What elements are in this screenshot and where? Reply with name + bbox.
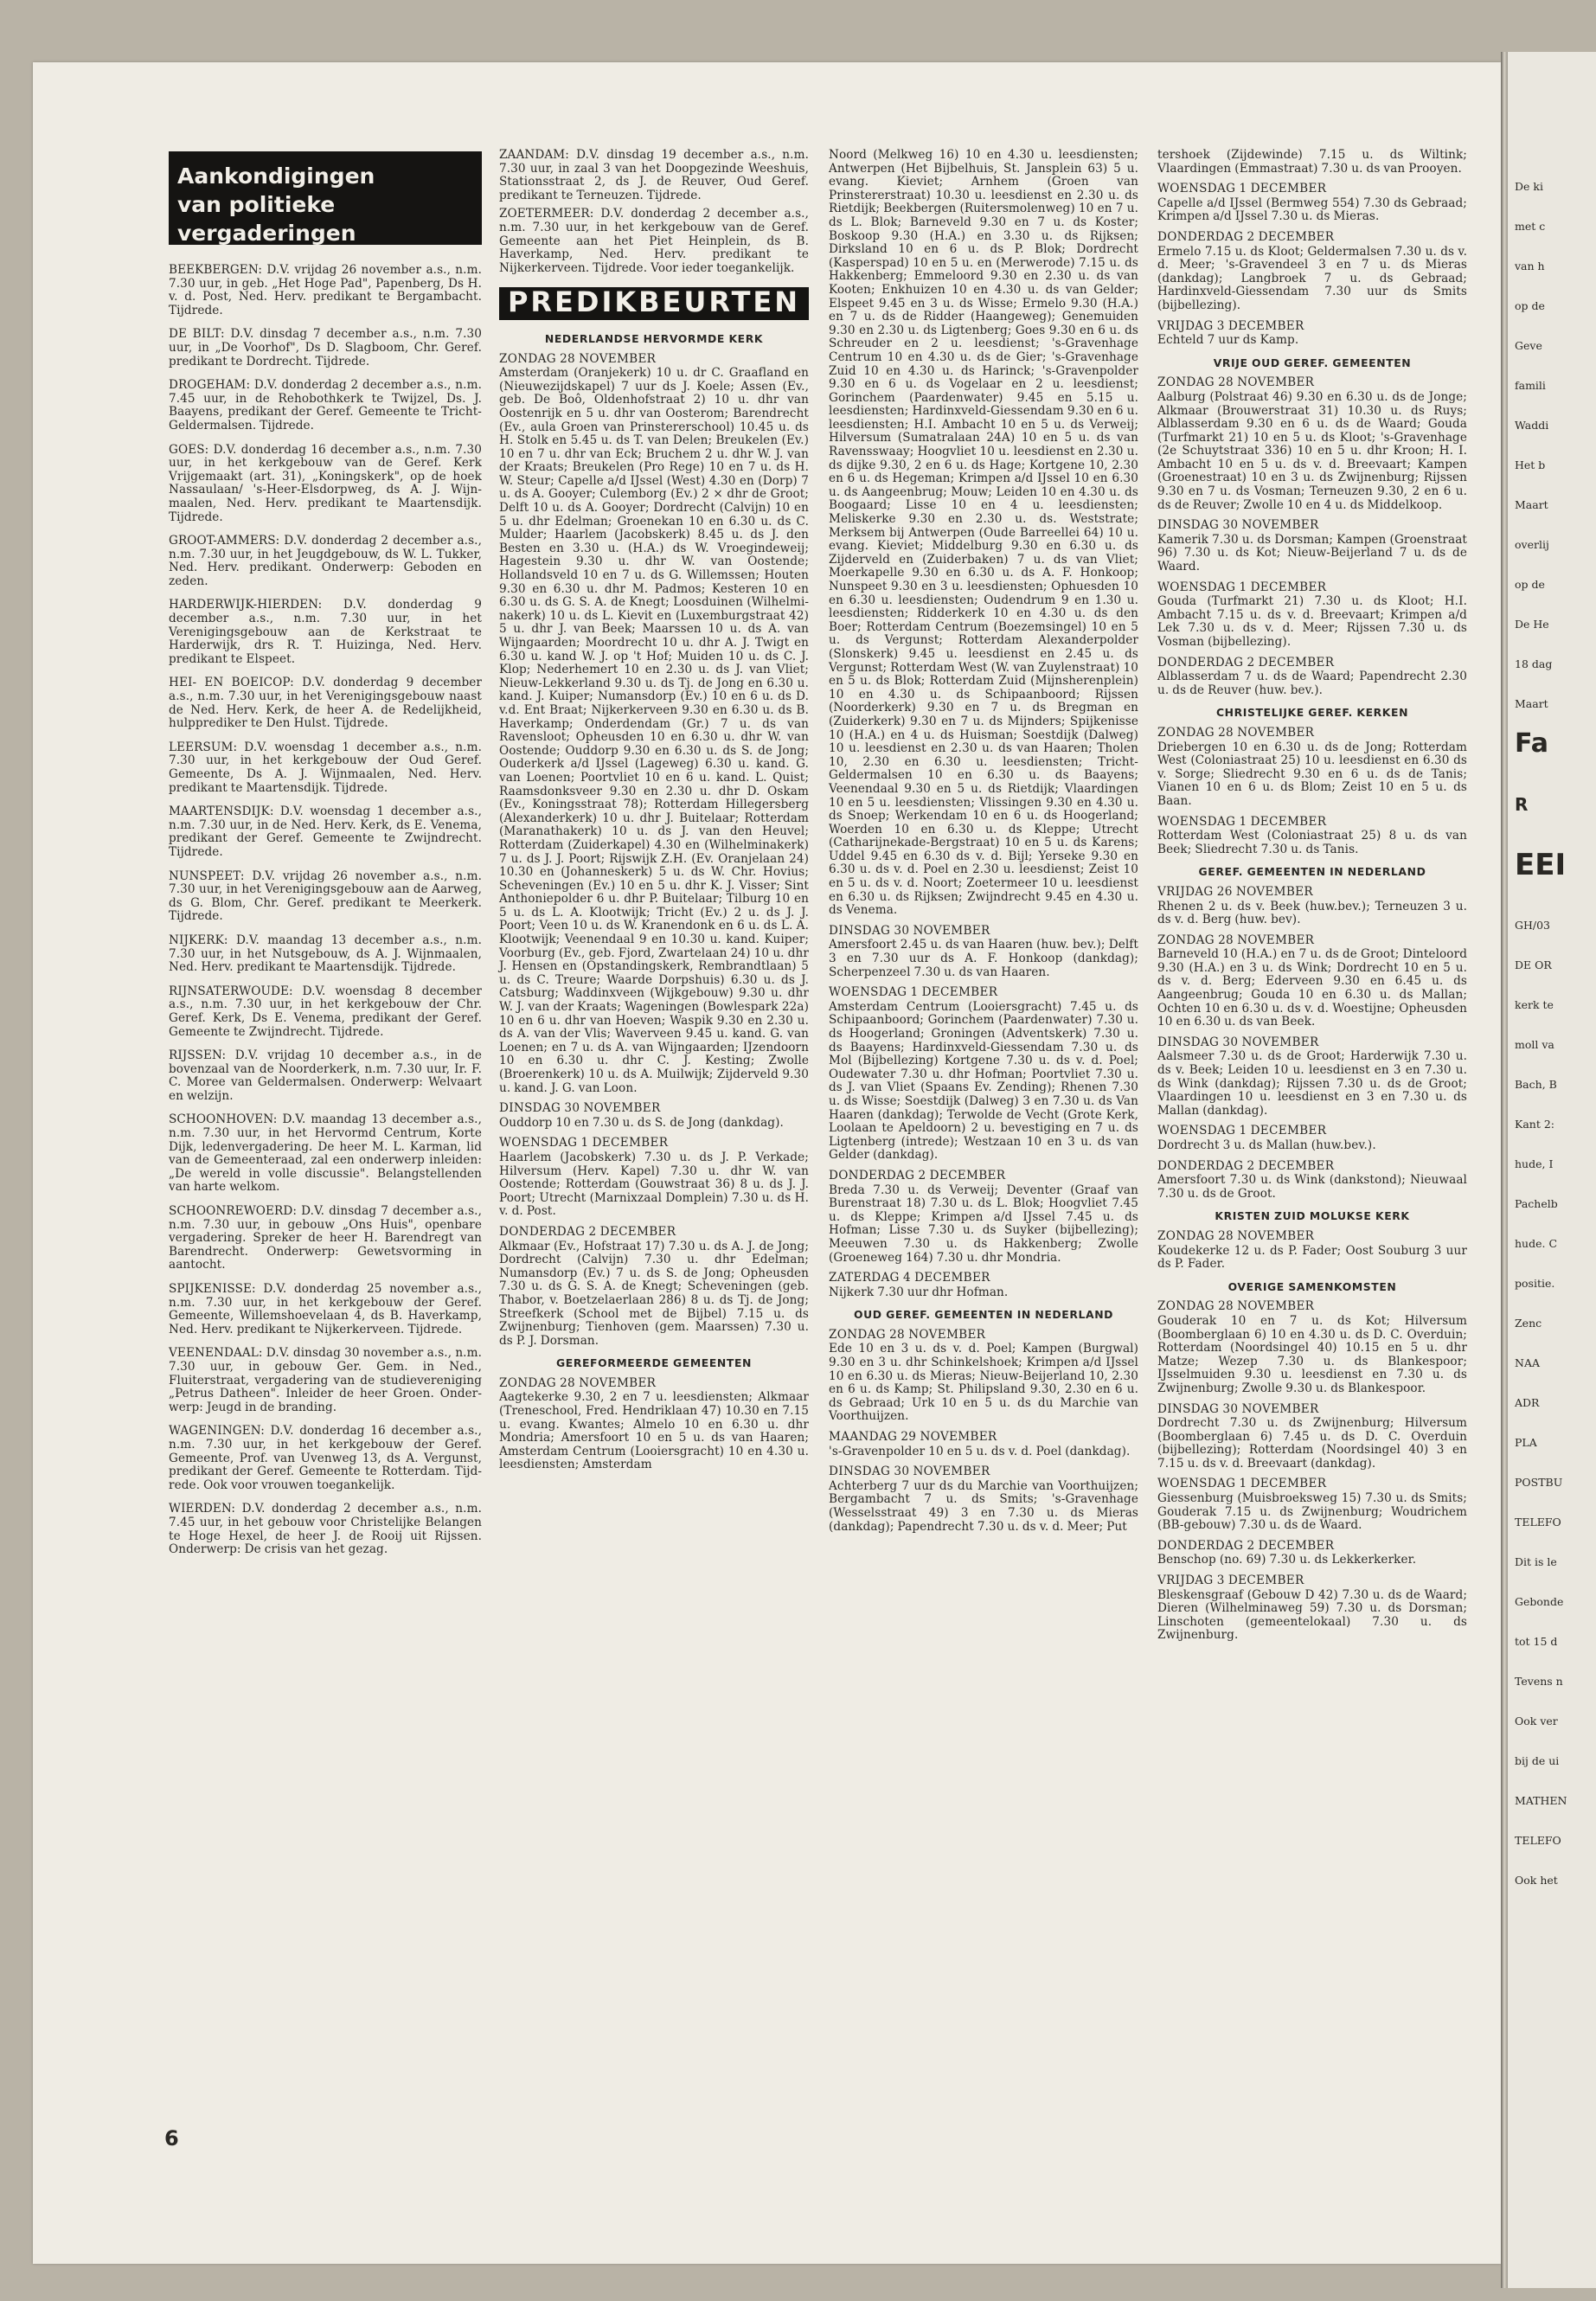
page-number: 6 — [164, 2126, 179, 2150]
adjacent-page-fragment: MATHEN — [1515, 1794, 1567, 1807]
adjacent-page-fragment: overlij — [1515, 538, 1549, 551]
sermon-listing: Ede 10 en 3 u. ds v. d. Poel; Kampen (Burgwal) 9.30 en 3 u. dhr Schinkelshoek; Krimpen a/d IJssel 10 en 6.30 u. ds Mieras; Nieuw-Beijerland 10, 2.30 en 6 u. ds Kamp; St. Philipsland 9.30, 2.30 en 6 u. ds Gebraad; Urk 10 en 5 u. ds du Marchie van Voorthuijzen. — [829, 1342, 1138, 1424]
day-heading: WOENSDAG 1 DECEMBER — [1157, 814, 1327, 829]
day-heading: DINSDAG 30 NOVEMBER — [1157, 1401, 1319, 1416]
church-section-heading: GEREF. GEMEENTEN IN NEDERLAND — [1198, 865, 1426, 879]
day-heading: DINSDAG 30 NOVEMBER — [829, 923, 990, 938]
day-heading: WOENSDAG 1 DECEMBER — [1157, 1124, 1327, 1138]
day-heading: ZONDAG 28 NOVEMBER — [1157, 1228, 1315, 1243]
announcement: NIJKERK: D.V. maandag 13 december a.s., n.m. 7.30 uur, in het Nutsgebouw, ds A. J. Wijnmaalen, Ned. Herv. predikant te Maartensdijk. Tijdrede. — [169, 933, 482, 975]
announcement: ZAANDAM: D.V. dinsdag 19 december a.s., n.m. 7.30 uur, in zaal 3 van het Doopgezinde Weeshuis, Stationsstraat 2, ds J. de Reuver, Oud Geref. predikant te Terneuzen. Tijdrede. — [499, 148, 809, 202]
announcement: BEEKBERGEN: D.V. vrijdag 26 november a.s., n.m. 7.30 uur, in geb. „Het Hoge Pad", Papenberg, Ds H. v. d. Post, Ned. Herv. predikant te Bergambacht. Tijdrede. — [169, 263, 482, 317]
adjacent-page-fragment: hude, I — [1515, 1157, 1554, 1170]
adjacent-page-fragment: met c — [1515, 220, 1546, 233]
day-heading: DINSDAG 30 NOVEMBER — [1157, 1035, 1319, 1049]
sermon-listing: Benschop (no. 69) 7.30 u. ds Lekkerkerker. — [1157, 1553, 1417, 1567]
day-heading: DONDERDAG 2 DECEMBER — [1157, 655, 1335, 670]
church-section-heading: GEREFORMEERDE GEMEENTEN — [556, 1356, 752, 1370]
church-section-heading: VRIJE OUD GEREF. GEMEENTEN — [1213, 356, 1412, 369]
announcement: SCHOONREWOERD: D.V. dinsdag 7 december a.s., n.m. 7.30 uur, in gebouw „Ons Huis", openbare vergadering. Spreker de heer H. Barendregt van Barendrecht. Onderwerp: Gewetsvorming in aantocht. — [169, 1204, 482, 1272]
announcement: WIERDEN: D.V. donderdag 2 december a.s., n.m. 7.45 uur, in het gebouw voor Christelijke Belangen te Hoge Hexel, de heer J. de Rooij uit Rijssen. Onderwerp: De crisis van het gezag. — [169, 1502, 482, 1557]
day-heading: WOENSDAG 1 DECEMBER — [1157, 580, 1327, 594]
adjacent-page-fragment: moll va — [1515, 1038, 1554, 1051]
day-heading: DONDERDAG 2 DECEMBER — [1157, 1538, 1335, 1553]
adjacent-page-fragment: kerk te — [1515, 998, 1554, 1011]
col3-lead-text: Noord (Melkweg 16) 10 en 4.30 u. leesdiensten; Antwerpen (Het Bijbelhuis, St. Jansplein 63) 5 u. evang. Kieviet; Arnhem (Groen van Prinstererstraat) 10.30 u. leesdienst en 2.30 u. ds Rietdijk; Beekbergen (Ruitersmolenweg) 10 en 7 u. ds L. Blok; Barneveld 9.30 en 7 u. ds Koster; Boskoop 9.30 (H.A.) en 3.30 u. ds Rijksen; Dirksland 10 en 6 u. ds P. Blok; Dordrecht (Kasperspad) 10 en 5 u. en (Merwerode) 7.15 u. ds Hakkenberg; Emmeloord 9.30 en 2.30 u. ds van Kooten; Enkhuizen 10 en 4.30 u. ds van Gelder; Elspeet 9.45 en 3 u. ds Wisse; Ermelo 9.30 (H.A.) en 7 u. ds de Ridder (Haangeweg); Genemuiden 9.30 en 2.30 u. ds Ligtenberg; Goes 9.30 en 6 u. ds Schreuder en 2 u. leesdienst; 's-Gravenhage Centrum 10 en 4.30 u. ds de Gier; 's-Gravenhage Zuid 10 en 4.30 u. ds Harinck; 's-Gravenpolder 9.30 en 6 u. ds Vogelaar en 2 u. leesdienst; Gorinchem (Paardenwater) 9.45 en 5.15 u. leesdiensten; Hardinxveld-Giessendam 9.30 en 6 u. leesdiensten; H.I. Ambacht 10 en 5 u. ds Verweij; Hilversum (Sumatralaan 24A) 10 en 5 u. ds van Ravensswaay; Hoogvliet 10 u. leesdienst en 2.30 u. ds dijke 9.30, 2 en 6 u. ds Hage; Kortgene 10, 2.30 en 6 u. ds Hegeman; Krimpen a/d IJssel 10 en 6.30 u. ds Aangeenbrug; Mouw; Leiden 10 en 4.30 u. ds Boogaard; Lisse 10 en 4 u. leesdiensten; Meliskerke 9.30 en 2.30 u. ds. Weststrate; Merksem bij Antwerpen (Oude Barreellei 64) 10 u. evang. Kieviet; Middelburg 9.30 en 6.30 u. ds Zijderveld en (Zuiderbaken) 7 u. ds van Vliet; Moerkapelle 9.30 en 6.30 u. ds A. F. Honkoop; Nunspeet 9.30 en 3 u. leesdiensten; Ophuesden 10 en 6.30 u. leesdiensten; Oudendrum 9 en 1.30 u. leesdiensten; Ridderkerk 10 en 4.30 u. ds den Boer; Rotterdam Centrum (Boezemsingel) 10 en 5 u. ds Vergunst; Rotterdam Alexanderpolder (Slonskerk) 9.45 u. leesdienst en 2.45 u. ds Vergunst; Rotterdam West (W. van Zuylenstraat) 10 en 5 u. ds Blok; Rotterdam Zuid (Mijnsherenplein) 10 en 4.30 u. ds Schipaanboord; Rijssen (Noorderkerk) 9.30 en 7 u. ds Bregman en (Zuiderkerk) 9.30 en 7 u. ds Mijnders; Spijkenisse 10 (H.A.) en 4 u. ds Huisman; Soestdijk (Dalweg) 10 u. leesdienst en 2.30 u. ds van Haaren; Tholen 10, 2.30 en 6.30 u. leesdiensten; Tricht-Geldermalsen 10 en 6.30 u. ds Baayens; Veenendaal 9.30 en 5 u. ds Rietdijk; Vlaardingen 10 en 5 u. leesdiensten; Vlissingen 9.30 en 4.30 u. ds Snoep; Werkendam 10 en 6 u. ds Hoogerland; Woerden 10 en 6.30 u. ds Kleppe; Utrecht (Catharijnekade-Bergstraat) 10 en 5 u. ds Karens; Uddel 9.45 en 6.30 ds v. d. Bijl; Yerseke 9.30 en 6.30 u. ds v. d. Poel en 2.30 u. leesdienst; Zeist 10 en 5 u. ds v. d. Noort; Zoetermeer 10 u. leesdienst en 6.30 u. ds Rijksen; Zwijndrecht 9.45 en 4.30 u. ds Venema. — [829, 148, 1138, 918]
adjacent-page-fragment: 18 dag — [1515, 657, 1553, 670]
sermon-listing: Haarlem (Jacobskerk) 7.30 u. ds J. P. Verkade; Hilversum (Herv. Kapel) 7.30 u. dhr W. van Oostende; Rotterdam (Gouwstraat 36) 8 u. ds J. J. Poort; Utrecht (Marnixzaal Domplein) 7.30 u. ds H. v. d. Post. — [499, 1150, 809, 1219]
sermon-listing: Dordrecht 3 u. ds Mallan (huw.bev.). — [1157, 1138, 1376, 1152]
column-political-announcements — [169, 264, 482, 1567]
announcement: HEI- EN BOEICOP: D.V. donderdag 9 december a.s., n.m. 7.30 uur, in het Verenigingsgebouw naast de Ned. Herv. Kerk, de heer A. de Redelijkheid, hulpprediker te Den Hulst. Tijdrede. — [169, 676, 482, 731]
adjacent-page-fragment: Kant 2: — [1515, 1118, 1555, 1131]
sermon-listing: Aagtekerke 9.30, 2 en 7 u. leesdiensten; Alkmaar (Treneschool, Fred. Hendriklaan 47) 10.30 en 7.15 u. evang. Kwantes; Almelo 10 en 6.30 u. dhr Mondria; Amersfoort 10 en 5 u. ds van Haaren; Amsterdam Centrum (Looiersgracht) 10 en 4.30 u. leesdiensten; Amsterdam — [499, 1390, 809, 1472]
adjacent-page-fragment: Zenc — [1515, 1317, 1542, 1330]
day-heading: WOENSDAG 1 DECEMBER — [829, 985, 998, 1000]
day-heading: DINSDAG 30 NOVEMBER — [829, 1465, 990, 1479]
column-2 — [499, 149, 809, 1477]
announcement: VEENENDAAL: D.V. dinsdag 30 november a.s., n.m. 7.30 uur, in gebouw Ger. Gem. in Ned., Fluiterstraat, vergadering van de studievereniging „Petrus Datheen". Inleider de heer Groen. Onderwerp: Jeugd in de branding. — [169, 1346, 482, 1414]
sermon-listing: Aalburg (Polstraat 46) 9.30 en 6.30 u. ds de Jonge; Alkmaar (Brouwerstraat 31) 10.30 u. ds Ruys; Alblasserdam 9.30 en 6 u. ds de Waard; Gouda (Turfmarkt 21) 10 en 5 u. ds Kloot; 's-Gravenhage (2e Schuytstraat 336) 10 en 5 u. dhr Kroon; H. I. Ambacht 10 en 5 u. ds v. d. Breevaart; Kampen (Groenestraat) 10 en 3 u. ds Zwijnenburg; Rijssen 9.30 en 7 u. ds Vosman; Terneuzen 9.30, 2 en 6 u. ds de Reuver; Zwolle 10 en 4 u. ds Middelkoop. — [1157, 389, 1467, 512]
day-heading: DONDERDAG 2 DECEMBER — [1157, 229, 1335, 244]
day-heading: WOENSDAG 1 DECEMBER — [1157, 182, 1327, 196]
adjacent-page-fragment: TELEFO — [1515, 1516, 1561, 1529]
day-heading: DINSDAG 30 NOVEMBER — [499, 1101, 661, 1116]
adjacent-page-fragment: TELEFO — [1515, 1834, 1561, 1847]
sermon-listing: Amersfoort 7.30 u. ds Wink (dankstond); Nieuwaal 7.30 u. ds de Groot. — [1157, 1173, 1467, 1201]
sermon-listing: Gouderak 10 en 7 u. ds Kot; Hilversum (Boomberglaan 6) 10 en 4.30 u. ds D. C. Overduin; Rotterdam (Noordsingel 40) 10.15 en 5 u. dhr Matze; Wezep 7.30 u. ds Blankespoor; IJsselmuiden 9.30 u. leesdienst en 7.30 u. ds Zwijnenburg; Zwolle 9.30 u. ds Blankespoor. — [1157, 1313, 1467, 1395]
column-4 — [1157, 149, 1467, 1648]
adjacent-page-fragment: Maart — [1515, 697, 1548, 710]
adjacent-page-fragment: Bach, B — [1515, 1078, 1557, 1091]
announcement: SCHOONHOVEN: D.V. maandag 13 december a.s., n.m. 7.30 uur, in het Hervormd Centrum, Korte Dijk, ledenvergadering. De heer M. L. Karman, lid van de Gemeenteraad, zal een onderwerp inleiden: „De wereld in volle discussie". Belangstellenden van harte welkom. — [169, 1112, 482, 1195]
adjacent-page-fragment: GH/03 — [1515, 919, 1551, 932]
adjacent-page-fragment: De He — [1515, 618, 1549, 631]
day-heading: DONDERDAG 2 DECEMBER — [499, 1224, 676, 1239]
sermon-listing: Dordrecht 7.30 u. ds Zwijnenburg; Hilversum (Boomberglaan 6) 7.45 u. ds D. C. Overduin (bijbellezing); Rotterdam (Noordsingel 40) 3 en 7.15 u. ds v. d. Breevaart (dankdag). — [1157, 1416, 1467, 1471]
church-section-heading: CHRISTELIJKE GEREF. KERKEN — [1215, 706, 1409, 720]
sermons-banner: PREDIKBEURTEN — [499, 287, 809, 320]
announcement: LEERSUM: D.V. woensdag 1 december a.s., n.m. 7.30 uur, in het kerkgebouw der Oud Geref. Gemeente, Ds A. J. Wijnmaalen, Ned. Herv. predikant te Maartensdijk. Tijdrede. — [169, 740, 482, 795]
adjacent-page-fragment: EEI — [1515, 848, 1567, 882]
announcement: RIJNSATERWOUDE: D.V. woensdag 8 december a.s., n.m. 7.30 uur, in het kerkgebouw der Chr. Geref. Kerk, Ds E. Venema, predikant der Geref. Gemeente te Zwijndrecht. Tijdrede. — [169, 984, 482, 1039]
announcement: SPIJKENISSE: D.V. donderdag 25 november a.s., n.m. 7.30 uur, in het kerkgebouw der Geref. Gemeente, Willemshoevelaan 4, ds B. Haverkamp, Ned. Herv. predikant te Nijkerkerveen. Tijdrede. — [169, 1282, 482, 1336]
adjacent-page-fragment: POSTBU — [1515, 1476, 1563, 1489]
adjacent-page-fragment: hude. C — [1515, 1237, 1558, 1250]
banner-line-1: Aankondigingen — [177, 163, 375, 189]
adjacent-page-fragment: Geve — [1515, 339, 1542, 352]
sermon-listing: Alblasserdam 7 u. ds de Waard; Papendrecht 2.30 u. ds de Reuver (huw. bev.). — [1157, 670, 1467, 697]
church-section-heading: OUD GEREF. GEMEENTEN IN NEDERLAND — [853, 1308, 1114, 1322]
sermon-listing: Ermelo 7.15 u. ds Kloot; Geldermalsen 7.30 u. ds v. d. Meer; 's-Gravendeel 3 en 7 u. ds Mieras (dankdag); Langbroek 7 u. ds Gebraad; Hardinxveld-Giessendam 7.30 uur ds Smits (bijbellezing). — [1157, 244, 1467, 312]
sermon-listing: Barneveld 10 (H.A.) en 7 u. ds de Groot; Dinteloord 9.30 (H.A.) en 3 u. ds Wink; Dordrecht 10 en 5 u. ds v. d. Berg; Ederveen 9.30 en 6.45 u. ds Aangeenbrug; Gouda 10 en 6.30 u. ds Mallan; Ochten 10 en 6.30 u. ds v. d. Woestijne; Opheusden 10 en 6.30 u. ds van Beek. — [1157, 947, 1467, 1029]
sermon-listing: Bleskensgraaf (Gebouw D 42) 7.30 u. ds de Waard; Dieren (Wilhelminaweg 59) 7.30 u. ds Dorsman; Linschoten (gemeentelokaal) 7.30 u. ds Zwijnenburg. — [1157, 1587, 1467, 1643]
announcement: WAGENINGEN: D.V. donderdag 16 december a.s., n.m. 7.30 uur, in het kerkgebouw der Geref. Gemeente, Prof. van Uvenweg 13, ds A. Vergunst, predikant der Geref. Gemeente te Rotterdam. Tijdrede. Ook voor vrouwen toegankelijk. — [169, 1424, 482, 1492]
announcement: MAARTENSDIJK: D.V. woensdag 1 december a.s., n.m. 7.30 uur, in de Ned. Herv. Kerk, ds E. Venema, predikant der Geref. Gemeente te Zwijndrecht. Tijdrede. — [169, 804, 482, 859]
announcement: RIJSSEN: D.V. vrijdag 10 december a.s., in de bovenzaal van de Noorderkerk, n.m. 7.30 uur, Ir. F. C. Moree van Geldermalsen. Onderwerp: Welvaart en welzijn. — [169, 1048, 482, 1103]
sermon-listing: Echteld 7 uur ds Kamp. — [1157, 333, 1299, 348]
day-heading: WOENSDAG 1 DECEMBER — [499, 1136, 669, 1150]
adjacent-page-fragment: DE OR — [1515, 958, 1552, 971]
church-section-heading: NEDERLANDSE HERVORMDE KERK — [544, 331, 764, 345]
announcement: DROGEHAM: D.V. donderdag 2 december a.s., n.m. 7.45 uur, in de Rehobothkerk te Twijzel, Ds. J. Baayens, predikant der Geref. Gemeente te Tricht-Geldermalsen. Tijdrede. — [169, 378, 482, 433]
adjacent-page-fragment: Waddi — [1515, 419, 1549, 432]
day-heading: ZONDAG 28 NOVEMBER — [1157, 725, 1315, 740]
sermon-listing: Rotterdam West (Coloniastraat 25) 8 u. ds van Beek; Sliedrecht 7.30 u. ds Tanis. — [1157, 829, 1467, 856]
adjacent-page-fragment: De ki — [1515, 180, 1543, 193]
day-heading: ZONDAG 28 NOVEMBER — [1157, 375, 1315, 390]
day-heading: DONDERDAG 2 DECEMBER — [829, 1168, 1006, 1183]
adjacent-page-fragment: ADR — [1515, 1396, 1540, 1409]
announcement: NUNSPEET: D.V. vrijdag 26 november a.s., n.m. 7.30 uur, in het Verenigingsgebouw aan de Aarweg, ds G. Blom, Chr. Geref. predikant te Meerkerk. Tijdrede. — [169, 868, 482, 924]
day-heading: DINSDAG 30 NOVEMBER — [1157, 518, 1319, 533]
sermon-listing: Amsterdam (Oranjekerk) 10 u. dr C. Graafland en (Nieuwezijdskapel) 7 uur ds J. Koele; Assen (Ev., geb. De Boô, Oldenhofstraat 2) 10 u. dhr van Oostenrijk en 5 u. dhr van Oosterom; Barendrecht (Ev., aula Groen van Prinstererschool) 10.45 u. ds H. Stolk en 5.45 u. ds T. van Delen; Breukelen (Ev.) 10 en 7 u. dhr van Eck; Bruchem 2 u. dhr W. J. van der Kraats; Breukelen (Pro Rege) 10 en 7 u. ds H. W. Steur; Capelle a/d IJssel (West) 4.30 en (Dorp) 7 u. ds A. Gooyer; Culemborg (Ev.) 2 × dhr de Groot; Delft 10 u. ds A. Gooyer; Dordrecht (Calvijn) 10 en 5 u. dhr Edelman; Groenekan 10 en 6.30 u. ds C. Mulder; Haarlem (Jacobskerk) 8.45 u. ds J. den Besten en 3.30 u. (H.A.) ds W. Vroegindeweij; Hagestein 9.30 u. dhr W. van Oostende; Hollandsveld 10 en 7 u. ds G. Willemssen; Houten 9.30 en 6.30 u. dhr M. Padmos; Kesteren 10 en 6.30 u. ds G. S. A. de Knegt; Loosduinen (Wilhelminakerk) 10 u. ds L. Kievit en (Luxemburgstraat 42) 5 u. dhr J. van Beek; Maarssen 10 u. ds A. van Wijngaarden; Moordrecht 10 u. dhr A. J. Twigt en 6.30 u. kand W. J. op 't Hof; Muiden 10 u. ds C. J. Klop; Nederhemert 10 en 2.30 u. ds J. van Vliet; Nieuw-Lekkerland 9.30 u. ds Tj. de Jong en 6.30 u. kand. J. Kuiper; Numansdorp (Ev.) 10 en 6 u. ds D. v.d. Ent Braat; Nijkerkerveen 9.30 en 6.30 u. ds B. Haverkamp; Onderdendam (Gr.) 7 u. ds van Ravensloot; Opheusden 10 en 6.30 u. dhr W. van Oostende; Ouddorp 9.30 en 6.30 u. ds S. de Jong; Ouderkerk a/d IJssel (Lageweg) 6.30 u. kand. G. van Loenen; Poortvliet 10 en 6 u. kand. L. Quist; Raamsdonksveer 9.30 en 2.30 u. dhr D. Oskam (Ev., Koningsstraat 78); Rotterdam Hillegersberg (Alexanderkerk) 10 u. dhr J. Buitelaar; Rotterdam (Maranathakerk) 10 u. ds J. van den Heuvel; Rotterdam (Zuiderkapel) 4.30 en (Wilhelminakerk) 7 u. ds J. J. Poort; Rijswijk Z.H. (Ev. Oranjelaan 24) 10.30 en (Johanneskerk) 5 u. ds W. Chr. Hovius; Scheveningen (Ev.) 10 en 5 u. dhr K. J. Visser; Sint Anthoniepolder 6 u. dhr P. Buitelaar; Tilburg 10 en 5 u. ds L. A. Klootwijk; Tricht (Ev.) 2 u. ds J. J. Poort; Veen 10 u. ds W. Kranendonk en 6 u. ds L. A. Klootwijk; Veenendaal 9 en 10.30 u. kand. Kuiper; Voorburg (Ev., geb. Fjord, Zwartelaan 24) 10 u. dhr J. Hensen en (Opstandingskerk, Rembrandtlaan) 5 u. ds C. Treure; Waarde Dorpshuis) 6.30 u. ds J. Catsburg; Waddinxveen (Wijkgebouw) 9.30 u. dhr W. J. van der Kraats; Wageningen (Bowlespark 22a) 10 en 6 u. dhr van Hoeven; Waspik 9.30 en 2.30 u. ds A. van der Vlis; Waverveen 9.45 u. kand. G. van Loenen; en 7 u. ds A. van Wijngaarden; IJzendoorn 10 en 6.30 u. dhr C. J. Kesting; Zwolle (Broerenkerk) 10 u. ds A. Muilwijk; Zijderveld 9.30 u. kand. J. G. van Loon. — [499, 366, 809, 1095]
sermon-listing: Gouda (Turfmarkt 21) 7.30 u. ds Kloot; H.I. Ambacht 7.15 u. ds v. d. Breevaart; Krimpen a/d Lek 7.30 u. ds v. d. Meer; Rijssen 7.30 u. ds Vosman (bijbellezing). — [1157, 594, 1467, 649]
sermon-listing: Ouddorp 10 en 7.30 u. ds S. de Jong (dankdag). — [499, 1115, 784, 1130]
day-heading: ZONDAG 28 NOVEMBER — [499, 1375, 657, 1390]
adjacent-page-fragment: Dit is le — [1515, 1555, 1557, 1568]
adjacent-page-fragment: Ook het — [1515, 1874, 1558, 1887]
day-heading: DONDERDAG 2 DECEMBER — [1157, 1158, 1335, 1173]
adjacent-page-fragment: positie. — [1515, 1277, 1555, 1290]
adjacent-page-fragment: PLA — [1515, 1436, 1537, 1449]
sermon-listing: Achterberg 7 uur ds du Marchie van Voorthuijzen; Bergambacht 7 u. ds Smits; 's-Gravenhage (Wesselsstraat 49) 3 en 7.30 u. ds Mieras (dankdag); Papendrecht 7.30 u. ds v. d. Meer; Put — [829, 1478, 1138, 1534]
announcement: HARDERWIJK-HIERDEN: D.V. donderdag 9 december a.s., n.m. 7.30 uur, in het Verenigingsgebouw aan de Kerkstraat te Harderwijk, drs R. T. Huizinga, Ned. Herv. predikant te Elspeet. — [169, 598, 482, 666]
adjacent-page-fragment: Tevens n — [1515, 1675, 1563, 1688]
day-heading: ZONDAG 28 NOVEMBER — [829, 1327, 986, 1342]
church-section-heading: OVERIGE SAMENKOMSTEN — [1227, 1279, 1397, 1293]
day-heading: MAANDAG 29 NOVEMBER — [829, 1430, 997, 1445]
announcement: GROOT-AMMERS: D.V. donderdag 2 december a.s., n.m. 7.30 uur, in het Jeugdgebouw, ds W. L. Tukker, Ned. Herv. predikant. Onderwerp: Geboden en zeden. — [169, 534, 482, 588]
adjacent-page-fragment: tot 15 d — [1515, 1635, 1558, 1648]
page-gutter — [1501, 52, 1508, 2288]
sermon-listing: Driebergen 10 en 6.30 u. ds de Jong; Rotterdam West (Coloniastraat 25) 10 u. leesdienst en 6.30 ds v. Sorge; Sliedrecht 9.30 en 6 u. ds de Tanis; Vianen 10 en 6 u. ds Blom; Zeist 10 en 5 u. ds Baan. — [1157, 740, 1467, 808]
sermon-listing: Amersfoort 2.45 u. ds van Haaren (huw. bev.); Delft 3 en 7.30 uur ds A. F. Honkoop (dankdag); Scherpenzeel 7.30 u. ds van Haaren. — [829, 938, 1138, 979]
day-heading: VRIJDAG 3 DECEMBER — [1157, 1574, 1304, 1588]
adjacent-page-fragment: Gebonde — [1515, 1595, 1564, 1608]
adjacent-page-fragment: famili — [1515, 379, 1546, 392]
adjacent-page-fragment: op de — [1515, 578, 1545, 591]
banner-line-2: van politieke vergaderingen — [177, 192, 356, 246]
announcement: GOES: D.V. donderdag 16 december a.s., n.m. 7.30 uur, in het kerkgebouw van de Geref. Kerk Vrijgemaakt (art. 31), „Koningskerk", op de hoek Nassaulaan/ 's-Heer-Elsdorpweg, ds A. J. Wijnmaalen, Ned. Herv. predikant te Maartensdijk. Tijdrede. — [169, 442, 482, 524]
sermon-listing: Kamerik 7.30 u. ds Dorsman; Kampen (Groenstraat 96) 7.30 u. ds Kot; Nieuw-Beijerland 7 u. ds de Waard. — [1157, 532, 1467, 574]
adjacent-page-fragment: Maart — [1515, 498, 1548, 511]
sermon-listing: Giessenburg (Muisbroeksweg 15) 7.30 u. ds Smits; Gouderak 7.15 u. ds Zwijnenburg; Woudrichem (BB-gebouw) 7.30 u. ds de Waard. — [1157, 1491, 1467, 1533]
adjacent-page-fragment: NAA — [1515, 1356, 1540, 1369]
adjacent-page-fragment: R — [1515, 794, 1529, 815]
sermon-listing: 's-Gravenpolder 10 en 5 u. ds v. d. Poel (dankdag). — [829, 1444, 1131, 1458]
announcement: DE BILT: D.V. dinsdag 7 december a.s., n.m. 7.30 uur, in „De Voorhof", Ds D. Slagboom, Chr. Geref. predikant te Dordrecht. Tijdrede. — [169, 327, 482, 369]
day-heading: ZONDAG 28 NOVEMBER — [1157, 1299, 1315, 1314]
adjacent-page-fragment: Het b — [1515, 458, 1546, 471]
adjacent-page-fragment: bij de ui — [1515, 1754, 1560, 1767]
adjacent-page — [1508, 52, 1596, 2288]
day-heading: VRIJDAG 26 NOVEMBER — [1157, 884, 1313, 899]
day-heading: ZONDAG 28 NOVEMBER — [1157, 933, 1315, 947]
day-heading: WOENSDAG 1 DECEMBER — [1157, 1477, 1327, 1491]
sermon-listing: Rhenen 2 u. ds v. Beek (huw.bev.); Terneuzen 3 u. ds v. d. Berg (huw. bev). — [1157, 899, 1467, 927]
sermon-listing: Capelle a/d IJssel (Bermweg 554) 7.30 ds Gebraad; Krimpen a/d IJssel 7.30 u. ds Mieras. — [1157, 195, 1467, 224]
col4-lead-text: tershoek (Zijdewinde) 7.15 u. ds Wiltink; Vlaardingen (Emmastraat) 7.30 u. ds van Prooyen. — [1157, 148, 1467, 176]
sermon-listing: Koudekerke 12 u. ds P. Fader; Oost Souburg 3 uur ds P. Fader. — [1157, 1243, 1467, 1272]
sermon-listing: Aalsmeer 7.30 u. ds de Groot; Harderwijk 7.30 u. ds v. Beek; Leiden 10 u. leesdienst en 3 en 7.30 u. ds Wink (dankdag); Rijssen 7.30 u. ds de Groot; Vlaardingen 10 u. leesdienst en 3 en 7.30 u. ds Mallan (dankdag). — [1157, 1049, 1467, 1118]
day-heading: VRIJDAG 3 DECEMBER — [1157, 318, 1304, 333]
adjacent-page-fragment: Fa — [1515, 728, 1548, 759]
sermon-listing: Alkmaar (Ev., Hofstraat 17) 7.30 u. ds A. J. de Jong; Dordrecht (Calvijn) 7.30 u. dhr Edelman; Numansdorp (Ev.) 7 u. ds S. de Jong; Opheusden 7.30 u. ds G. S. A. de Knegt; Scheveningen (geb. Thabor, v. Boetzelaerlaan 286) 8 u. ds Tj. de Jong; Streefkerk (School met de Bijbel) 7.15 u. ds Zwijnenburg; Tienhoven (gem. Maarssen) 7.30 u. ds P. J. Dorsman. — [499, 1239, 809, 1348]
adjacent-page-fragment: Ook ver — [1515, 1715, 1558, 1727]
church-section-heading: KRISTEN ZUID MOLUKSE KERK — [1215, 1209, 1410, 1223]
day-heading: ZONDAG 28 NOVEMBER — [499, 351, 657, 366]
day-heading: ZATERDAG 4 DECEMBER — [829, 1271, 990, 1285]
adjacent-page-fragment: van h — [1515, 260, 1545, 272]
adjacent-page-fragment: op de — [1515, 299, 1545, 312]
political-meetings-banner — [169, 151, 482, 245]
sermon-listing: Breda 7.30 u. ds Verweij; Deventer (Graaf van Burenstraat 18) 7.30 u. ds L. Blok; Hoogvliet 7.45 u. ds Kleppe; Krimpen a/d IJssel 7.45 u. ds Hofman; Lisse 7.30 u. ds Suyker (bijbellezing); Meeuwen 7.30 u. ds Hakkenberg; Zwolle (Groeneweg 164) 7.30 u. dhr Mondria. — [829, 1183, 1138, 1265]
sermon-listing: Amsterdam Centrum (Looiersgracht) 7.45 u. ds Schipaanboord; Gorinchem (Paardenwater) 7.30 u. ds Hoogerland; Groningen (Adventskerk) 7.30 u. ds Baayens; Hardinxveld-Giessendam 7.30 u. ds Mol (Bijbellezing) Kortgene 7.30 u. ds v. d. Poel; Oudewater 7.30 u. dhr Hofman; Poortvliet 7.30 u. ds J. van Vliet (Spaans Ev. Zending); Rhenen 7.30 u. ds Wisse; Soestdijk (Dalweg) 3 en 7.30 u. ds Van Haaren (dankdag); Terwolde de Vecht (Grote Kerk, Loolaan te Apeldoorn) 2 u. bevestiging en 7 u. ds Ligtenberg (intrede); Westzaan 10 en 3 u. ds van Gelder (dankdag). — [829, 999, 1138, 1163]
sermon-listing: Nijkerk 7.30 uur dhr Hofman. — [829, 1285, 1009, 1299]
adjacent-page-fragment: Pachelb — [1515, 1197, 1558, 1210]
column-3 — [829, 149, 1138, 1539]
announcement: ZOETERMEER: D.V. donderdag 2 december a.s., n.m. 7.30 uur, in het kerkgebouw van de Geref. Gemeente aan het Piet Heinplein, ds B. Haverkamp, Ned. Herv. predikant te Nijkerkerveen. Tijdrede. Voor ieder toegankelijk. — [499, 207, 809, 275]
